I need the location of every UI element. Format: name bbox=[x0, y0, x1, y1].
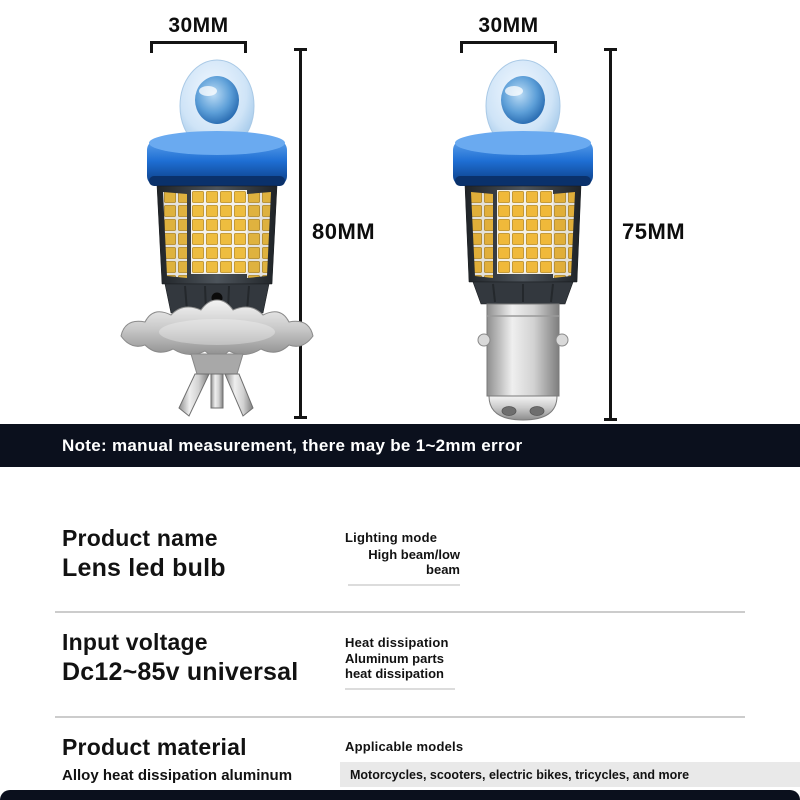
height-label-right: 75MM bbox=[622, 219, 686, 244]
spec-title-input-voltage: Input voltage bbox=[62, 629, 208, 655]
spec-subvalue-heat-dissipation: Aluminum parts heat dissipation bbox=[345, 652, 455, 690]
spec-subtitle-lighting-mode: Lighting mode bbox=[345, 530, 438, 545]
note-banner bbox=[0, 424, 800, 467]
spec-value-input-voltage: Dc12~85v universal bbox=[62, 658, 299, 686]
width-dimension-left bbox=[150, 14, 247, 54]
applicable-models-strip bbox=[340, 762, 800, 787]
spec-subvalue-lighting-mode: High beam/low beam bbox=[348, 548, 460, 586]
spec-value-product-name: Lens led bulb bbox=[62, 554, 226, 582]
width-dimension-right bbox=[460, 14, 557, 54]
divider-2 bbox=[55, 716, 745, 718]
divider-1 bbox=[55, 611, 745, 613]
width-label-right: 30MM bbox=[478, 14, 539, 37]
width-label-left: 30MM bbox=[168, 14, 229, 37]
bottom-bar bbox=[0, 790, 800, 800]
bulb-right-illustration bbox=[413, 50, 633, 422]
height-label-left: 80MM bbox=[312, 219, 376, 244]
spec-subtitle-heat-dissipation: Heat dissipation bbox=[345, 635, 449, 650]
spec-title-product-material: Product material bbox=[62, 734, 247, 760]
spec-value-product-material: Alloy heat dissipation aluminum bbox=[62, 767, 293, 784]
spec-title-product-name: Product name bbox=[62, 525, 218, 551]
bulb-left-illustration bbox=[107, 50, 327, 422]
note-text: Note: manual measurement, there may be 1~2mm error bbox=[62, 435, 523, 455]
spec-subtitle-applicable-models: Applicable models bbox=[345, 739, 464, 754]
spec-subvalue-applicable-models: Motorcycles, scooters, electric bikes, tricycles, and more bbox=[350, 767, 690, 782]
